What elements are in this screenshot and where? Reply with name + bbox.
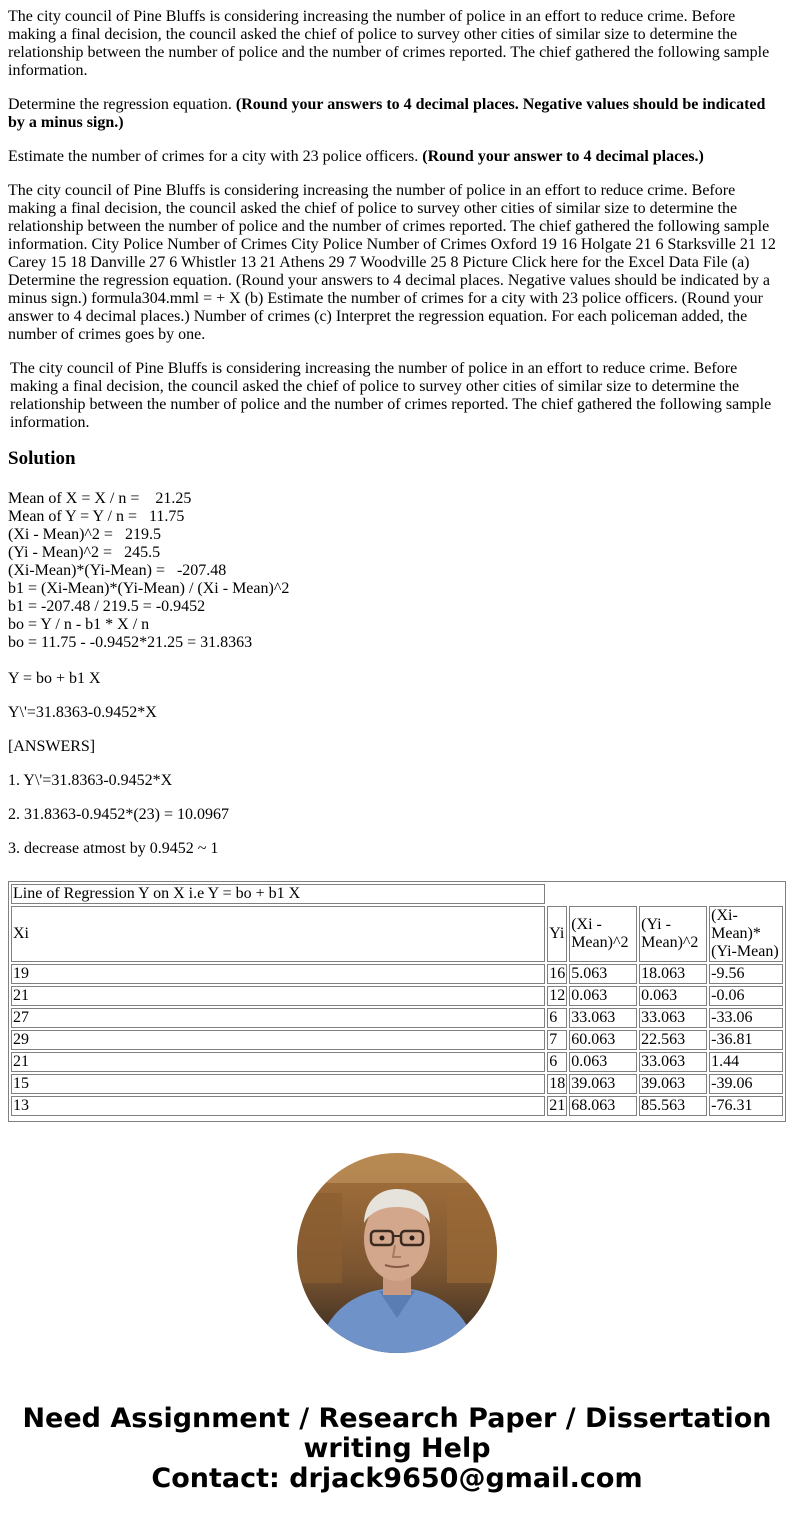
cell-cross-product: -0.06 [709, 986, 783, 1006]
table-title-row [11, 884, 783, 904]
cell-cross-product: 1.44 [709, 1052, 783, 1072]
question-a-instruction: (Round your answers to 4 decimal places. Negative values should be indicated by a minus sign.) [8, 96, 766, 131]
computation-line: b1 = (Xi-Mean)*(Yi-Mean) / (Xi - Mean)^2 [8, 580, 290, 597]
table-row [11, 986, 783, 1006]
cell-yi-dev-sq: 39.063 [639, 1074, 707, 1094]
computation-line: Mean of X = X / n = 21.25 [8, 490, 192, 507]
intro-paragraph-3 [8, 148, 778, 166]
table-row [11, 1008, 783, 1028]
cell-cross-product: -9.56 [709, 964, 783, 984]
table-row [11, 1096, 783, 1116]
intro-paragraph-2 [8, 96, 778, 132]
document-body [8, 8, 778, 874]
regression-table-container[interactable] [8, 881, 786, 1122]
cell-cross-product: -36.81 [709, 1030, 783, 1050]
answer-3: 3. decrease atmost by 0.9452 ~ 1 [8, 840, 219, 857]
cell-xi: 13 [11, 1096, 545, 1116]
cell-xi: 19 [11, 964, 545, 984]
intro-paragraph-1: The city council of Pine Bluffs is considering increasing the number of police in an effort to reduce crime. Before making a final decision, the council asked the chief of police to survey other cities of similar size to determine the relationship between the number of police and the number of crimes reported. The chief gathered the following sample information. [8, 8, 770, 79]
cell-xi: 15 [11, 1074, 545, 1094]
cell-xi: 27 [11, 1008, 545, 1028]
cell-xi-dev-sq: 33.063 [569, 1008, 637, 1028]
solution-block [8, 490, 778, 858]
cell-cross-product: -76.31 [709, 1096, 783, 1116]
cell-yi-dev-sq: 33.063 [639, 1052, 707, 1072]
cell-yi: 18 [549, 1075, 566, 1092]
cell-yi: 12 [549, 987, 566, 1004]
cell-xi-dev-sq: 39.063 [569, 1074, 637, 1094]
cell-yi: 16 [549, 965, 566, 982]
footer-line-1: Need Assignment / Research Paper / Dissertation [22, 1403, 772, 1434]
answer-2: 2. 31.8363-0.9452*(23) = 10.0967 [8, 806, 230, 823]
table-header-row [11, 906, 783, 962]
regression-equation: Y\'=31.8363-0.9452*X [8, 704, 157, 721]
repeated-question-paragraph: The city council of Pine Bluffs is considering increasing the number of police in an effort to reduce crime. Before making a final decision, the council asked the chief of police to survey other cities of similar size to determine the relationship between the number of police and the number of crimes reported. The chief gathered the following sample information. [10, 360, 772, 431]
solution-computations [8, 490, 778, 652]
footer-line-2: writing Help [303, 1433, 491, 1464]
cell-cross-product: -39.06 [709, 1074, 783, 1094]
table-row [11, 1030, 783, 1050]
computation-line: (Xi-Mean)*(Yi-Mean) = -207.48 [8, 562, 227, 579]
cell-xi: 29 [11, 1030, 545, 1050]
cell-xi: 21 [11, 1052, 545, 1072]
table-row [11, 964, 783, 984]
cell-xi: 21 [11, 986, 545, 1006]
cell-yi-dev-sq: 22.563 [639, 1030, 707, 1050]
cell-yi-dev-sq: 0.063 [639, 986, 707, 1006]
regression-model: Y = bo + b1 X [8, 670, 101, 687]
cell-yi-dev-sq: 33.063 [639, 1008, 707, 1028]
cell-yi-dev-sq: 85.563 [639, 1096, 707, 1116]
answers-label: [ANSWERS] [8, 738, 96, 755]
computation-line: (Xi - Mean)^2 = 219.5 [8, 526, 161, 543]
header-cross-product: (Xi-Mean)*(Yi-Mean) [709, 906, 783, 962]
computation-line: Mean of Y = Y / n = 11.75 [8, 508, 185, 525]
header-yi: Yi [547, 906, 567, 962]
computation-line: bo = Y / n - b1 * X / n [8, 616, 150, 633]
computation-line: bo = 11.75 - -0.9452*21.25 = 31.8363 [8, 634, 253, 651]
cell-yi: 21 [549, 1097, 566, 1114]
author-avatar [297, 1153, 497, 1353]
header-yi-dev-sq: (Yi - Mean)^2 [639, 906, 707, 962]
cell-yi-dev-sq: 18.063 [639, 964, 707, 984]
cell-xi-dev-sq: 0.063 [569, 1052, 637, 1072]
table-row [11, 1052, 783, 1072]
computation-line: (Yi - Mean)^2 = 245.5 [8, 544, 161, 561]
table-row [11, 1074, 783, 1094]
header-xi: Xi [11, 906, 545, 962]
cell-yi: 6 [547, 1052, 567, 1072]
header-xi-dev-sq: (Xi - Mean)^2 [569, 906, 637, 962]
cell-yi: 7 [547, 1030, 567, 1050]
table-title: Line of Regression Y on X i.e Y = bo + b1 X [11, 884, 545, 904]
cell-xi-dev-sq: 60.063 [569, 1030, 637, 1050]
question-a-text: Determine the regression equation. [8, 96, 236, 113]
computation-line: b1 = -207.48 / 219.5 = -0.9452 [8, 598, 206, 615]
person-portrait-icon [297, 1153, 497, 1353]
cell-xi-dev-sq: 0.063 [569, 986, 637, 1006]
cell-xi-dev-sq: 5.063 [569, 964, 637, 984]
answer-1: 1. Y\'=31.8363-0.9452*X [8, 772, 173, 789]
question-b-text: Estimate the number of crimes for a city with 23 police officers. [8, 148, 423, 165]
cell-xi-dev-sq: 68.063 [569, 1096, 637, 1116]
full-question-paragraph: The city council of Pine Bluffs is considering increasing the number of police in an effort to reduce crime. Before making a final decision, the council asked the chief of police to survey other cities of similar size to determine the relationship between the number of police and the number of crimes reported. The chief gathered the following sample information. City Police Number of Crimes City Police Number of Crimes Oxford 19 16 Holgate 21 6 Starksville 21 12 Carey 15 18 Danville 27 6 Whistler 13 21 Athens 29 7 Woodville 25 8 Picture Click here for the Excel Data File (a) Determine the regression equation. (Round your answers to 4 decimal places. Negative values should be indicated by a minus sign.) formula304.mml = + X (b) Estimate the number of crimes for a city with 23 police officers. (Round your answer to 4 decimal places.) Number of crimes (c) Interpret the regression equation. For each policeman added, the number of crimes goes by one. [8, 182, 776, 343]
footer-contact [0, 1404, 794, 1494]
solution-heading: Solution [8, 448, 76, 469]
footer-contact-email[interactable]: Contact: drjack9650@gmail.com [151, 1463, 643, 1494]
cell-yi: 6 [547, 1008, 567, 1028]
question-b-instruction: (Round your answer to 4 decimal places.) [422, 148, 704, 165]
regression-table [9, 882, 785, 1118]
cell-cross-product: -33.06 [709, 1008, 783, 1028]
